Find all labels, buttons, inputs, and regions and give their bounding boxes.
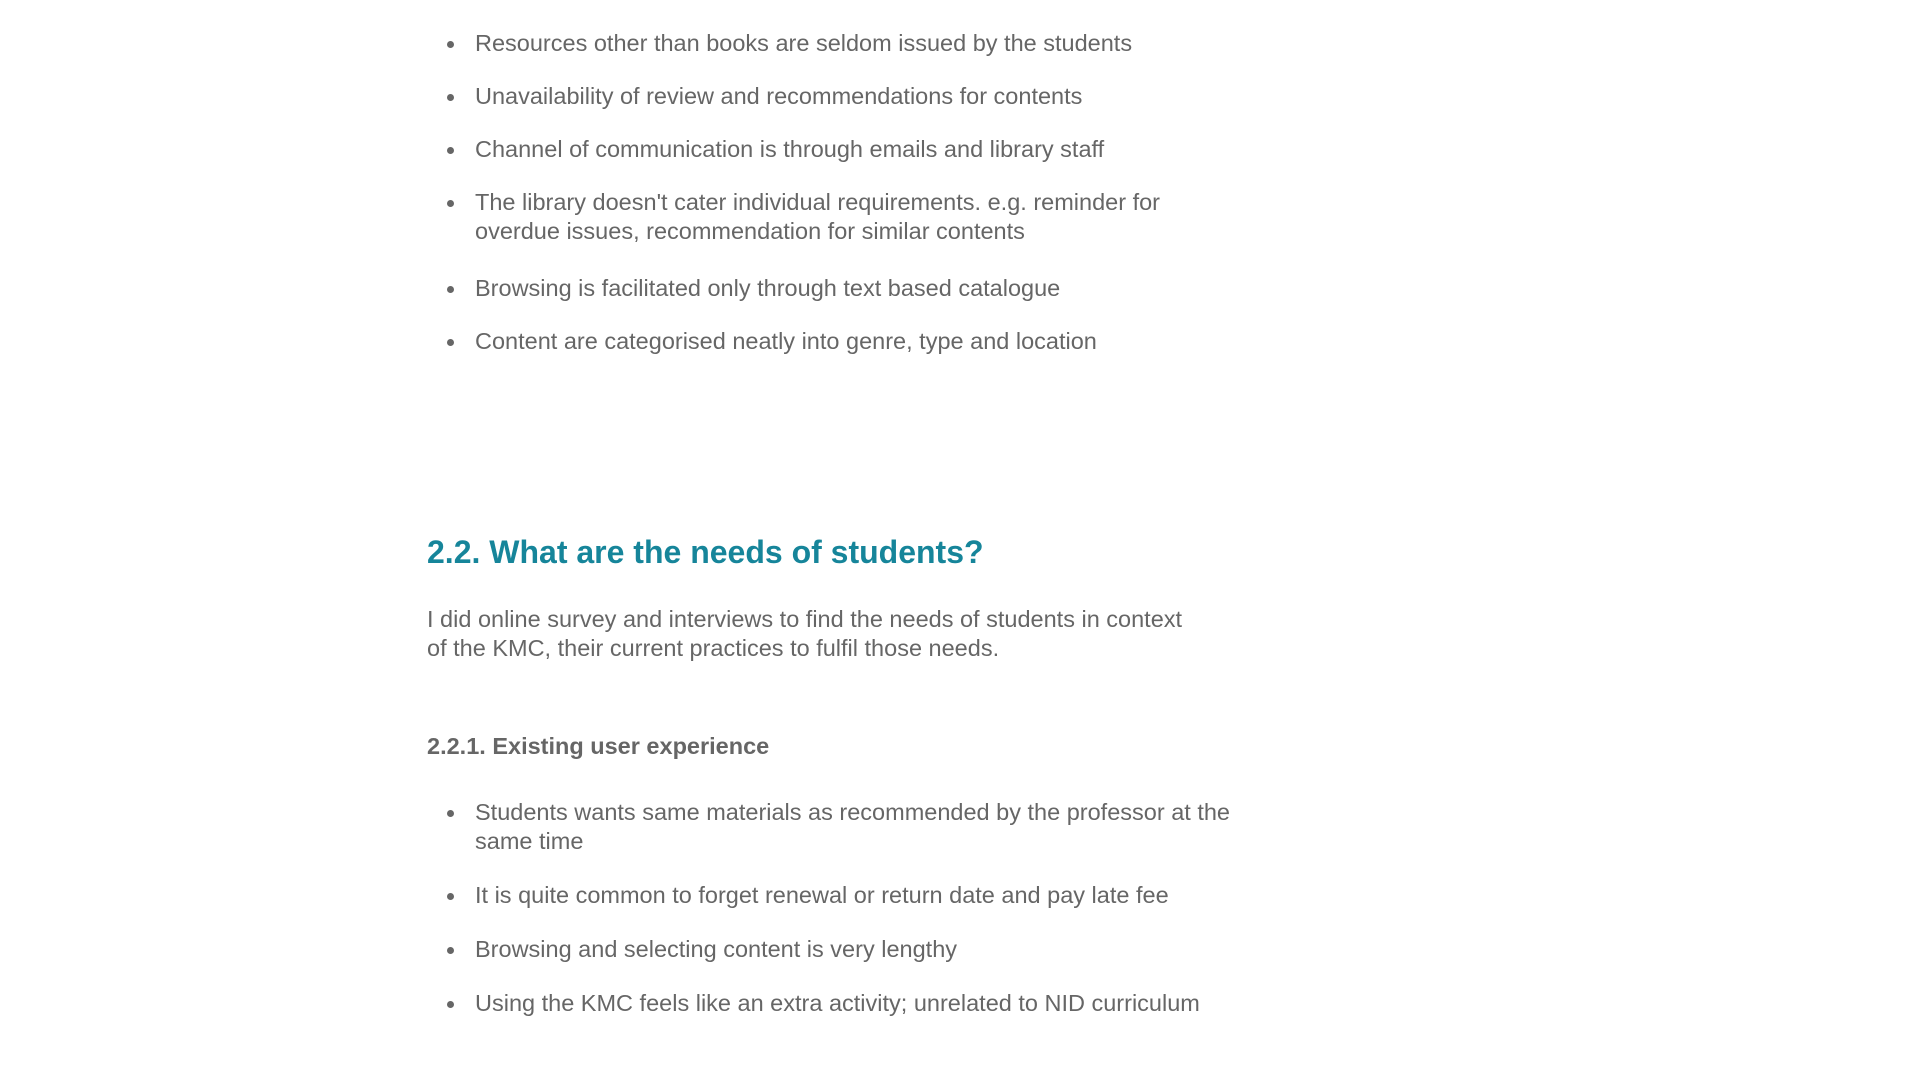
list-item [427, 135, 1227, 164]
list-item-text: Channel of communication is through emails and library staff [475, 136, 1105, 162]
list-item-text: Content are categorised neatly into genre, type and location [475, 328, 1097, 354]
list-item [427, 82, 1227, 111]
list-item-text: Unavailability of review and recommendations for contents [475, 83, 1083, 109]
bullet-icon [447, 810, 454, 817]
list-item [427, 989, 1227, 1018]
list-item [427, 327, 1227, 356]
list-item [427, 188, 1175, 246]
list-item [427, 881, 1227, 910]
section-heading: 2.2. What are the needs of students? [427, 534, 984, 570]
bullet-icon [447, 147, 454, 154]
bullet-icon [447, 893, 454, 900]
list-item-text: It is quite common to forget renewal or return date and pay late fee [475, 882, 1169, 908]
bullet-icon [447, 339, 454, 346]
user-experience-bullet-list [427, 798, 1230, 1043]
list-item-text: Resources other than books are seldom issued by the students [475, 30, 1133, 56]
list-item-text: Browsing is facilitated only through text based catalogue [475, 275, 1061, 301]
list-item [427, 274, 1227, 303]
list-item [427, 798, 1255, 856]
list-item [427, 935, 1227, 964]
list-item-text: Students wants same materials as recommended by the professor at the same time [475, 799, 1230, 854]
intro-paragraph: I did online survey and interviews to find the needs of students in context of the KMC, their current practices to fulfil those needs. [427, 606, 1183, 661]
list-item-text: The library doesn't cater individual requirements. e.g. reminder for overdue issues, recommendation for similar contents [475, 189, 1160, 244]
bullet-icon [447, 200, 454, 207]
bullet-icon [447, 1001, 454, 1008]
subsection-heading: 2.2.1. Existing user experience [427, 733, 770, 759]
list-item [427, 29, 1227, 58]
bullet-icon [447, 94, 454, 101]
list-item-text: Browsing and selecting content is very lengthy [475, 936, 958, 962]
bullet-icon [447, 947, 454, 954]
problems-bullet-list [427, 29, 1227, 380]
bullet-icon [447, 41, 454, 48]
list-item-text: Using the KMC feels like an extra activity; unrelated to NID curriculum [475, 990, 1200, 1016]
bullet-icon [447, 286, 454, 293]
